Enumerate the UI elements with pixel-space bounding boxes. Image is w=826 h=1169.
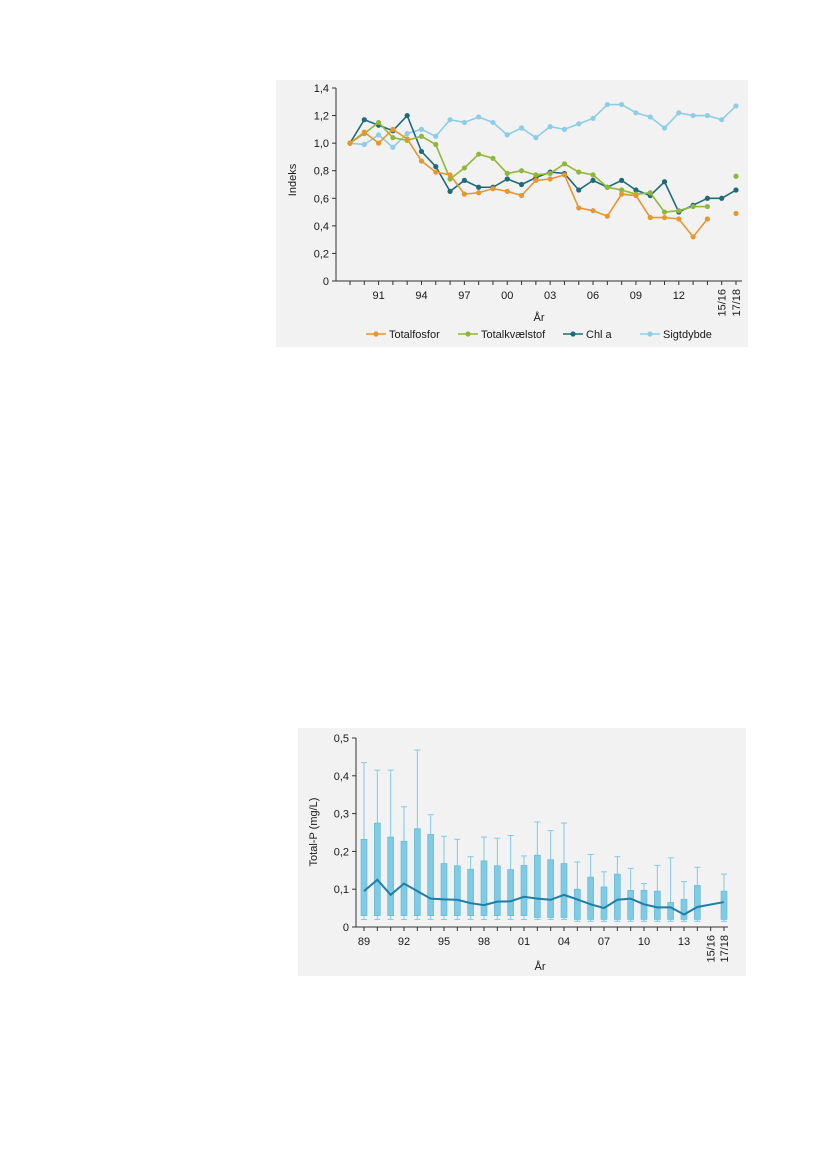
chart1-y-tick-label: 1,0 [313, 138, 329, 151]
chart1-data-point [433, 169, 438, 174]
chart1-x-tick-label: 15/16 [716, 289, 729, 317]
total-p-box-plot [298, 728, 746, 976]
chart1-data-point [590, 208, 595, 213]
chart1-data-point [590, 116, 595, 121]
indeks-line-chart [276, 80, 748, 347]
chart1-data-point [719, 117, 724, 122]
chart2-box-iqr [428, 834, 434, 915]
chart1-data-point [419, 127, 424, 132]
chart2-x-tick-label: 10 [637, 936, 651, 948]
chart1-data-point [462, 178, 467, 183]
chart1-data-point [576, 121, 581, 126]
chart2-box-iqr [721, 891, 727, 919]
chart2-x-tick-label: 15/16 [705, 935, 718, 963]
chart2-box-iqr [401, 841, 407, 915]
chart1-data-point [605, 102, 610, 107]
chart1-data-point [691, 113, 696, 118]
chart1-data-point [490, 186, 495, 191]
chart1-legend-marker [465, 331, 470, 336]
chart1-data-point [719, 196, 724, 201]
chart1-data-point [362, 142, 367, 147]
chart1-data-point [548, 124, 553, 129]
chart1-y-axis-label: Indeks [287, 163, 299, 197]
chart1-x-tick-label: 97 [458, 290, 471, 302]
chart1-data-point [705, 113, 710, 118]
chart2-box-iqr [548, 860, 554, 918]
chart1-data-point [447, 117, 452, 122]
chart1-data-point [376, 132, 381, 137]
chart1-data-point [376, 120, 381, 125]
chart2-x-tick-label: 95 [437, 936, 451, 948]
chart1-data-point [347, 141, 352, 146]
chart2-y-tick-label: 0,3 [333, 808, 349, 821]
chart2-box-iqr [628, 890, 634, 919]
chart1-y-tick-label: 1,2 [313, 110, 329, 123]
chart1-data-point [562, 161, 567, 166]
chart2-box-iqr [694, 885, 700, 919]
chart1-data-point [433, 142, 438, 147]
chart1-data-point [505, 132, 510, 137]
chart1-legend-label: Sigtdybde [663, 329, 712, 341]
chart1-data-point [405, 131, 410, 136]
chart2-box-iqr [534, 855, 540, 917]
chart1-data-point [619, 192, 624, 197]
chart1-x-tick-label: 12 [672, 290, 685, 302]
chart1-y-tick-label: 0,6 [313, 193, 329, 206]
chart2-box-iqr [374, 823, 380, 916]
chart1-data-point [619, 178, 624, 183]
chart1-data-point [562, 127, 567, 132]
chart1-data-point [433, 134, 438, 139]
chart1-data-point [590, 178, 595, 183]
chart1-x-tick-label: 03 [544, 290, 557, 302]
chart1-data-point [705, 196, 710, 201]
chart1-x-axis-label: År [533, 312, 545, 324]
chart1-data-point [548, 171, 553, 176]
chart1-data-point [390, 127, 395, 132]
chart1-data-point [505, 176, 510, 181]
chart1-x-tick-label: 17/18 [731, 289, 743, 317]
chart2-y-tick-label: 0,2 [333, 846, 349, 859]
chart1-data-point [576, 187, 581, 192]
chart1-x-tick-label: 00 [501, 290, 514, 302]
chart1-legend-marker [647, 331, 652, 336]
chart2-box-iqr [481, 861, 487, 916]
chart1-data-point [676, 208, 681, 213]
chart1-data-point [419, 149, 424, 154]
chart1-data-point [733, 103, 738, 108]
chart1-data-point [405, 136, 410, 141]
chart1-legend-marker [570, 331, 575, 336]
chart1-data-point [519, 182, 524, 187]
chart1-legend-label: Totalkvælstof [481, 329, 546, 341]
chart1-data-point [419, 134, 424, 139]
chart1-data-point [605, 185, 610, 190]
chart1-data-point [705, 204, 710, 209]
chart1-data-point [733, 211, 738, 216]
chart1-data-point [676, 216, 681, 221]
chart1-data-point [619, 102, 624, 107]
chart2-x-tick-label: 17/18 [719, 935, 731, 963]
chart1-legend-marker [373, 331, 378, 336]
chart2-box-iqr [454, 866, 460, 916]
chart2-x-axis-label: År [534, 961, 546, 973]
chart1-data-point [733, 187, 738, 192]
chart1-data-point [476, 152, 481, 157]
chart1-data-point [662, 125, 667, 130]
chart1-data-point [648, 215, 653, 220]
chart1-data-point [519, 125, 524, 130]
chart2-y-tick-label: 0,4 [333, 770, 349, 783]
chart1-data-point [676, 110, 681, 115]
chart2-y-tick-label: 0,1 [333, 884, 349, 897]
chart1-data-point [733, 174, 738, 179]
chart1-data-point [462, 192, 467, 197]
chart2-box [521, 856, 527, 920]
chart2-box-iqr [361, 839, 367, 915]
chart1-y-tick-label: 0,4 [313, 220, 329, 233]
chart1-data-point [605, 214, 610, 219]
chart2-box-iqr [654, 891, 660, 919]
chart2-box-iqr [681, 899, 687, 919]
chart1-y-tick-label: 1,4 [313, 83, 329, 95]
chart1-data-point [562, 172, 567, 177]
chart1-data-point [533, 178, 538, 183]
chart1-y-tick-label: 0 [322, 276, 329, 288]
chart1-data-point [390, 145, 395, 150]
chart2-box-iqr [468, 869, 474, 915]
chart2-box-iqr [574, 889, 580, 919]
chart1-y-tick-label: 0,2 [313, 248, 329, 261]
chart1-data-point [691, 204, 696, 209]
chart1-data-point [476, 185, 481, 190]
chart1-data-point [533, 135, 538, 140]
chart1-data-point [405, 113, 410, 118]
chart1-data-point [433, 164, 438, 169]
chart1-data-point [576, 205, 581, 210]
chart2-x-tick-label: 89 [357, 936, 371, 948]
chart1-data-point [462, 120, 467, 125]
chart1-data-point [662, 179, 667, 184]
chart1-data-point [691, 234, 696, 239]
chart1-data-point [476, 114, 481, 119]
chart2-box-iqr [601, 887, 607, 920]
chart1-data-point [490, 156, 495, 161]
chart1-data-point [376, 141, 381, 146]
chart1-data-point [548, 176, 553, 181]
chart1-data-point [462, 165, 467, 170]
chart2-x-tick-label: 01 [517, 936, 531, 948]
chart1-data-point [390, 135, 395, 140]
chart1-data-point [476, 190, 481, 195]
chart2-box-iqr [494, 866, 500, 916]
chart1-data-point [533, 172, 538, 177]
chart2-box-iqr [388, 837, 394, 916]
chart1-x-tick-label: 09 [629, 290, 643, 302]
chart2-y-tick-label: 0 [342, 922, 349, 934]
chart1-data-point [362, 130, 367, 135]
chart2-y-tick-label: 0,5 [333, 733, 349, 745]
chart1-x-tick-label: 91 [372, 290, 385, 302]
chart1-data-point [633, 110, 638, 115]
chart1-data-point [662, 209, 667, 214]
chart1-data-point [490, 120, 495, 125]
chart1-data-point [505, 171, 510, 176]
chart1-data-point [705, 216, 710, 221]
chart2-box-iqr [414, 829, 420, 916]
chart1-data-point [662, 215, 667, 220]
chart1-data-point [505, 189, 510, 194]
chart1-data-point [519, 193, 524, 198]
chart2-x-tick-label: 98 [477, 936, 491, 948]
chart1-data-point [362, 117, 367, 122]
chart2-box-iqr [561, 863, 567, 917]
chart2-x-tick-label: 92 [397, 936, 411, 948]
chart2-x-tick-label: 04 [557, 936, 571, 948]
chart2-box-iqr [588, 877, 594, 919]
chart2-box-iqr [508, 870, 514, 916]
chart2-box-iqr [441, 863, 447, 915]
chart1-data-point [648, 114, 653, 119]
chart1-y-tick-label: 0,8 [313, 165, 329, 178]
chart1-legend-label: Chl a [586, 329, 612, 341]
chart2-x-tick-label: 13 [677, 936, 691, 948]
chart1-x-tick-label: 94 [415, 290, 428, 302]
chart1-data-point [648, 190, 653, 195]
chart1-data-point [633, 193, 638, 198]
chart1-data-point [576, 169, 581, 174]
chart2-y-axis-label: Total-P (mg/L) [308, 797, 320, 867]
chart1-data-point [447, 189, 452, 194]
chart2-box-iqr [668, 902, 674, 919]
chart1-data-point [447, 172, 452, 177]
chart2-x-tick-label: 07 [597, 936, 611, 948]
chart1-legend-label: Totalfosfor [389, 329, 440, 341]
chart1-data-point [419, 158, 424, 163]
chart2-box-iqr [614, 874, 620, 919]
chart1-data-point [590, 172, 595, 177]
chart1-data-point [519, 168, 524, 173]
chart2-box-iqr [521, 865, 527, 915]
chart1-x-tick-label: 06 [586, 290, 600, 302]
